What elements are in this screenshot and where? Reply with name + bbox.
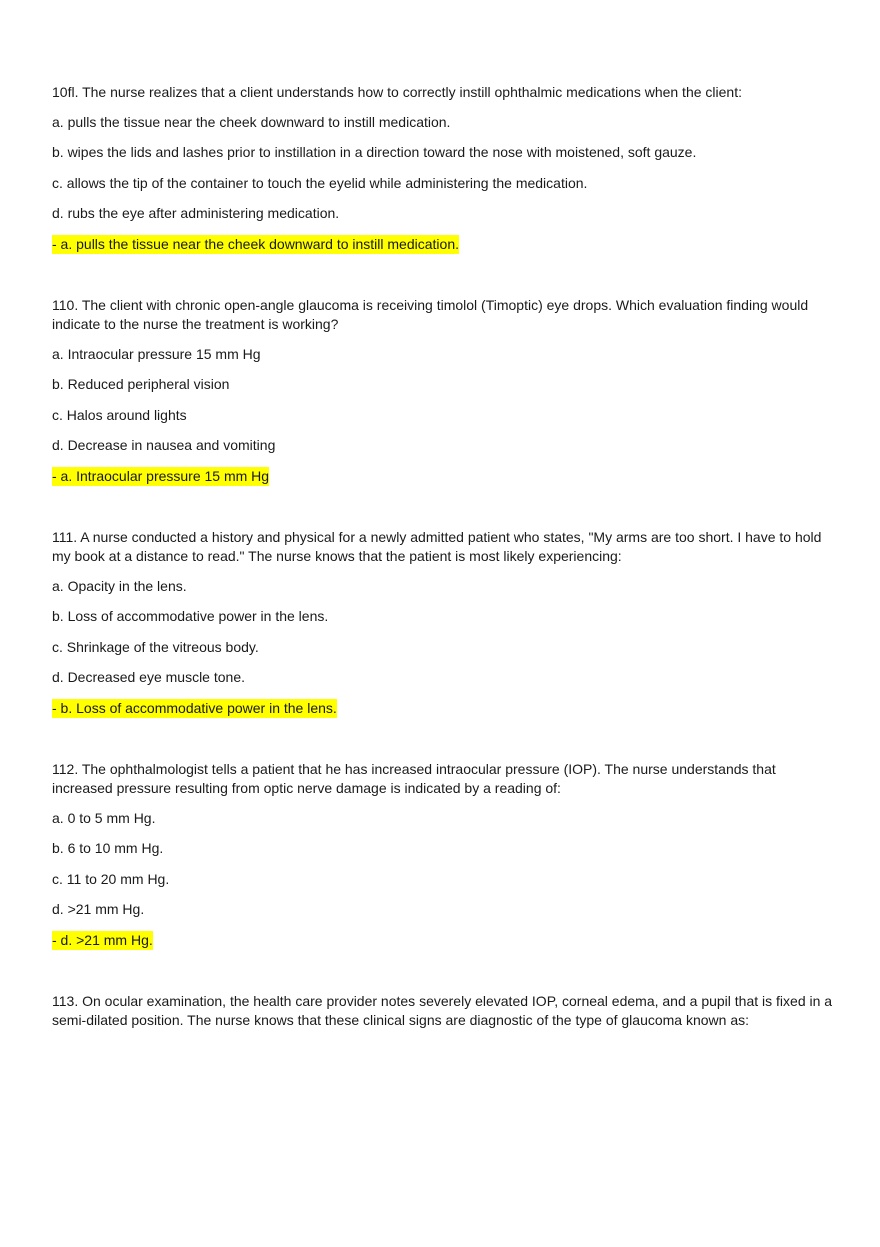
question-112 xyxy=(52,760,840,950)
option-b: b. Loss of accommodative power in the lens. xyxy=(52,608,329,624)
option-b: b. wipes the lids and lashes prior to instillation in a direction toward the nose with moistened, soft gauze. xyxy=(52,144,697,160)
option-c: c. allows the tip of the container to touch the eyelid while administering the medication. xyxy=(52,174,588,191)
question-text: 113. On ocular examination, the health care provider notes severely elevated IOP, corneal edema, and a pupil that is fixed in a semi-dilated position. The nurse knows that these clinical signs are diagnostic of the type of glaucoma known as: xyxy=(52,992,833,1028)
question-110 xyxy=(52,296,840,486)
option-b: b. Reduced peripheral vision xyxy=(52,376,230,392)
question-text: 110. The client with chronic open-angle glaucoma is receiving timolol (Timoptic) eye drops. Which evaluation finding would indicate to the nurse the treatment is working? xyxy=(52,296,809,332)
option-a: a. Intraocular pressure 15 mm Hg xyxy=(52,345,261,362)
question-10fl xyxy=(52,83,840,254)
option-a: a. Opacity in the lens. xyxy=(52,577,187,594)
option-d: d. Decrease in nausea and vomiting xyxy=(52,437,276,453)
question-text: 112. The ophthalmologist tells a patient that he has increased intraocular pressure (IOP). The nurse understands that increased pressure resulting from optic nerve damage is indicated by a reading of: xyxy=(52,760,776,796)
option-d: d. >21 mm Hg. xyxy=(52,901,145,917)
option-c: c. 11 to 20 mm Hg. xyxy=(52,870,170,887)
question-113 xyxy=(52,992,840,1031)
highlighted-answer: - a. Intraocular pressure 15 mm Hg xyxy=(52,467,270,484)
highlighted-answer: - d. >21 mm Hg. xyxy=(52,931,153,948)
option-d: d. Decreased eye muscle tone. xyxy=(52,669,245,685)
option-b: b. 6 to 10 mm Hg. xyxy=(52,840,164,856)
highlighted-answer: - b. Loss of accommodative power in the lens. xyxy=(52,699,337,716)
highlighted-answer: - a. pulls the tissue near the cheek downward to instill medication. xyxy=(52,235,459,252)
question-text: 111. A nurse conducted a history and physical for a newly admitted patient who states, "My arms are too short. I have to hold my book at a distance to read." The nurse knows that the patient is most likely experiencing: xyxy=(52,528,822,564)
question-111 xyxy=(52,528,840,718)
option-c: c. Halos around lights xyxy=(52,406,187,423)
option-a: a. pulls the tissue near the cheek downward to instill medication. xyxy=(52,113,451,130)
option-a: a. 0 to 5 mm Hg. xyxy=(52,809,156,826)
option-d: d. rubs the eye after administering medication. xyxy=(52,205,340,221)
option-c: c. Shrinkage of the vitreous body. xyxy=(52,638,259,655)
question-text: 10fl. The nurse realizes that a client understands how to correctly instill ophthalmic medications when the client: xyxy=(52,84,742,100)
